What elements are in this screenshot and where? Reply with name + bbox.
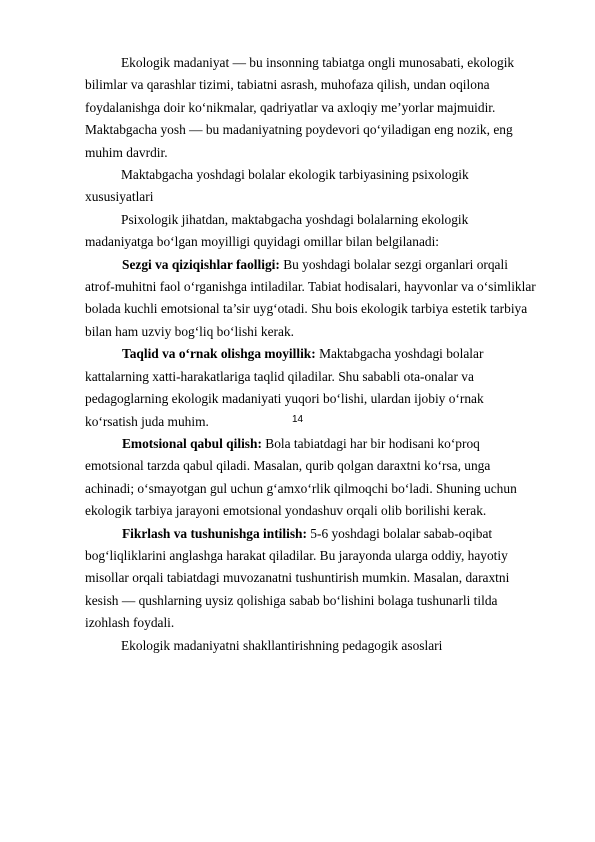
paragraph-text: Ekologik madaniyat — bu insonning tabiatga ongli munosabati, ekologik bilimlar va qarashlar tizimi, tabiatni asrash, muhofaza qilish, undan oqilona foydalanishga doir ko‘nikmalar, qadriyatlar va axloqiy me’yorlar majmuidir. Maktabgacha yosh — bu madaniyatning poydevori qo‘yiladigan eng nozik, eng muhim davrdir. [85, 55, 515, 160]
paragraph-lead: Taqlid va o‘rnak olishga moyillik: [122, 346, 316, 362]
paragraph-lead: Fikrlash va tushunishga intilish: [122, 525, 307, 541]
factor-thinking-paragraph [85, 523, 539, 635]
paragraph-text: Ekologik madaniyatni shakllantirishning pedagogik asoslari [121, 637, 443, 653]
page-body [85, 52, 539, 657]
section-heading-pedagogy [85, 635, 539, 657]
factor-emotional-paragraph [85, 433, 539, 523]
page-number: 14 [291, 414, 304, 425]
paragraph-text: Bola tabiatdagi har bir hodisani ko‘proq emotsional tarzda qabul qiladi. Masalan, qurib qolgan daraxtni ko‘rsa, unga achinadi; o‘smayotgan gul uchun g‘amxo‘rlik qilmoqchi bo‘ladi. Shuning uchun ekologik tarbiya jarayoni emotsional yondashuv orqali olib borilishi kerak. [85, 435, 517, 519]
factor-senses-paragraph [85, 254, 539, 344]
paragraph-text: Psixologik jihatdan, maktabgacha yoshdagi bolalarning ekologik madaniyatga bo‘lgan moyilligi quyidagi omillar bilan belgilanadi: [85, 211, 469, 250]
psychology-intro-paragraph [85, 209, 539, 254]
paragraph-text: Bu yoshdagi bolalar sezgi organlari orqali atrof-muhitni faol o‘rganishga intiladilar. Tabiat hodisalari, hayvonlar va o‘simliklar bolada kuchli emotsional ta’sir uyg‘otadi. Shu bois ekologik tarbiya estetik tarbiya bilan ham uzviy bog‘liq bo‘lishi kerak. [85, 256, 536, 339]
paragraph-lead: Emotsional qabul qilish: [122, 435, 262, 451]
paragraph-lead: Sezgi va qiziqishlar faolligi: [122, 256, 280, 272]
paragraph-text: 5-6 yoshdagi bolalar sabab-oqibat bog‘liqliklarini anglashga harakat qiladilar. Bu jarayonda ularga oddiy, hayotiy misollar orqali tabiatdagi muvozanatni tushuntirish mumkin. Masalan, daraxtni kesish — qushlarning uysiz qolishiga sabab bo‘lishini bolaga tushunarli tilda izohlash foydali. [85, 525, 510, 631]
intro-paragraph [85, 52, 539, 164]
section-heading-psychology [85, 164, 539, 209]
paragraph-text: Maktabgacha yoshdagi bolalar kattalarning xatti-harakatlariga taqlid qiladilar. Shu sababli ota-onalar va pedagoglarning ekologik madaniyati yuqori bo‘lishi, ulardan ijobiy o‘rnak ko‘rsatish juda muhim. [85, 346, 484, 429]
paragraph-text: Maktabgacha yoshdagi bolalar ekologik tarbiyasining psixologik xususiyatlari [85, 167, 469, 205]
